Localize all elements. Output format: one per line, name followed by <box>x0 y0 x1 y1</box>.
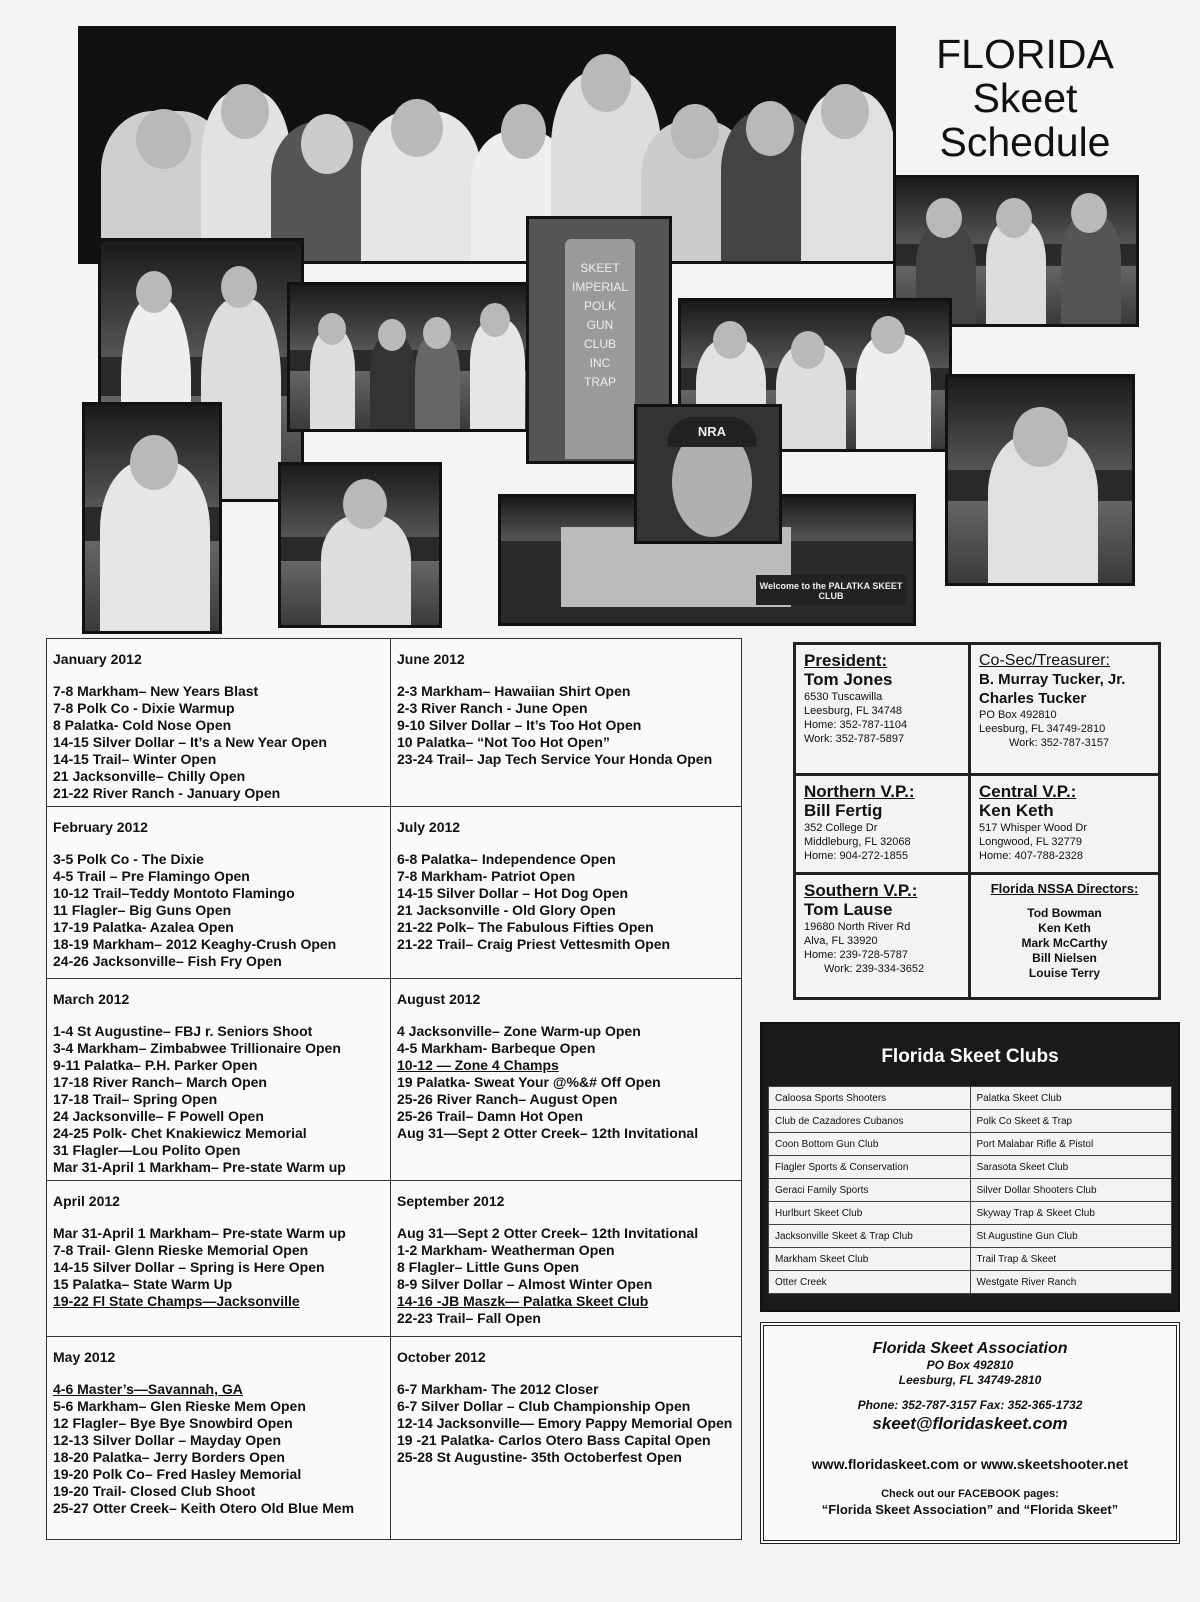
event-item: 21 Jacksonville - Old Glory Open <box>397 902 616 918</box>
schedule-row-4 <box>47 1181 741 1337</box>
event-item: 4-5 Markham- Barbeque Open <box>397 1040 596 1056</box>
event-item: 24-25 Polk- Chet Knakiewicz Memorial <box>53 1125 307 1141</box>
event-item: 7-8 Trail- Glenn Rieske Memorial Open <box>53 1242 309 1258</box>
association-phone: Phone: 352-787-3157 Fax: 352-365-1732 <box>857 1398 1083 1412</box>
president-addr1: 6530 Tuscawilla <box>804 691 883 703</box>
event-item: 3-5 Polk Co - The Dixie <box>53 851 204 867</box>
table-row <box>769 1248 1172 1271</box>
club-name: Palatka Skeet Club <box>970 1087 1172 1110</box>
event-item: 8 Flagler– Little Guns Open <box>397 1259 580 1275</box>
central-vp-addr2: Longwood, FL 32779 <box>979 836 1082 848</box>
club-name: Skyway Trap & Skeet Club <box>970 1202 1172 1225</box>
month-heading: April 2012 <box>53 1193 120 1209</box>
event-item: 23-24 Trail– Jap Tech Service Your Honda Open <box>397 751 713 767</box>
table-row <box>769 1110 1172 1133</box>
event-item: 19 Palatka- Sweat Your @%&# Off Open <box>397 1074 661 1090</box>
title-line-2: Skeet <box>972 75 1078 121</box>
treasurer-name1: B. Murray Tucker, Jr. <box>979 671 1126 688</box>
table-row <box>769 1202 1172 1225</box>
nra-cap-man-photo <box>634 404 782 544</box>
event-item: 12 Flagler– Bye Bye Snowbird Open <box>53 1415 293 1431</box>
event-item: 12-14 Jacksonville— Emory Pappy Memorial Open <box>397 1415 733 1431</box>
southern-vp-name: Tom Lause <box>804 900 893 919</box>
event-item: 2-3 Markham– Hawaiian Shirt Open <box>397 683 631 699</box>
club-name: Jacksonville Skeet & Trap Club <box>769 1225 971 1248</box>
central-vp-home: Home: 407-788-2328 <box>979 850 1083 862</box>
schedule-cell-august <box>391 979 741 1180</box>
association-web-link[interactable]: www.floridaskeet.com or www.skeetshooter.net <box>811 1456 1129 1472</box>
southern-vp-cell <box>796 875 968 997</box>
month-heading: February 2012 <box>53 819 148 835</box>
club-name: Hurlburt Skeet Club <box>769 1202 971 1225</box>
club-name: Westgate River Ranch <box>970 1271 1172 1294</box>
schedule-row-2 <box>47 807 741 979</box>
table-row <box>769 1225 1172 1248</box>
event-item: 4-5 Trail – Pre Flamingo Open <box>53 868 250 884</box>
event-item: 1-2 Markham- Weatherman Open <box>397 1242 615 1258</box>
northern-vp-addr2: Middleburg, FL 32068 <box>804 836 911 848</box>
president-work: Work: 352-787-5897 <box>804 733 905 745</box>
event-item: 25-26 River Ranch– August Open <box>397 1091 618 1107</box>
schedule-cell-february <box>47 807 391 978</box>
event-item: 1-4 St Augustine– FBJ r. Seniors Shoot <box>53 1023 313 1039</box>
director-name: Louise Terry <box>1028 966 1101 980</box>
event-item: 24-26 Jacksonville– Fish Fry Open <box>53 953 282 969</box>
group-photo <box>78 26 896 264</box>
clubs-table <box>768 1086 1172 1294</box>
president-home: Home: 352-787-1104 <box>804 719 908 731</box>
schedule-cell-september <box>391 1181 741 1336</box>
event-item: 9-10 Silver Dollar – It’s Too Hot Open <box>397 717 642 733</box>
table-row <box>769 1087 1172 1110</box>
club-name: St Augustine Gun Club <box>970 1225 1172 1248</box>
event-item: 2-3 River Ranch - June Open <box>397 700 588 716</box>
president-name: Tom Jones <box>804 670 893 689</box>
event-item: 19 -21 Palatka- Carlos Otero Bass Capital Open <box>397 1432 711 1448</box>
director-name: Ken Keth <box>1038 921 1091 935</box>
schedule-row-1 <box>47 639 741 807</box>
treasurer-title: Co-Sec/Treasurer: <box>979 652 1110 669</box>
table-row <box>769 1179 1172 1202</box>
schedule-table <box>46 638 742 1540</box>
event-item: Aug 31—Sept 2 Otter Creek– 12th Invitational <box>397 1225 699 1241</box>
northern-vp-home: Home: 904-272-1855 <box>804 850 908 862</box>
event-item: 4 Jacksonville– Zone Warm-up Open <box>397 1023 641 1039</box>
schedule-cell-january <box>47 639 391 806</box>
association-name: Florida Skeet Association <box>872 1340 1068 1357</box>
event-item: 21-22 Trail– Craig Priest Vettesmith Open <box>397 936 671 952</box>
club-name: Polk Co Skeet & Trap <box>970 1110 1172 1133</box>
southern-vp-addr1: 19680 North River Rd <box>804 921 911 933</box>
palatka-welcome-banner: Welcome to the PALATKA SKEET CLUB <box>756 575 906 605</box>
event-item: 10-12 Trail–Teddy Montoto Flamingo <box>53 885 295 901</box>
schedule-cell-october <box>391 1337 741 1539</box>
club-name: Flagler Sports & Conservation <box>769 1156 971 1179</box>
event-item: Mar 31-April 1 Markham– Pre-state Warm up <box>53 1159 346 1175</box>
schedule-cell-july <box>391 807 741 978</box>
boy-with-trophy-photo <box>278 462 442 628</box>
president-title: President: <box>804 651 888 670</box>
club-name: Otter Creek <box>769 1271 971 1294</box>
treasurer-name2: Charles Tucker <box>979 690 1087 707</box>
clubs-title: Florida Skeet Clubs <box>881 1046 1059 1067</box>
event-item: 6-7 Markham- The 2012 Closer <box>397 1381 599 1397</box>
director-name: Tod Bowman <box>1027 906 1102 920</box>
event-item: 31 Flagler—Lou Polito Open <box>53 1142 241 1158</box>
northern-vp-name: Bill Fertig <box>804 801 883 820</box>
club-name: Caloosa Sports Shooters <box>769 1087 971 1110</box>
association-po: PO Box 492810 <box>926 1358 1014 1372</box>
skeet-clubs-box <box>760 1022 1180 1312</box>
event-item: 19-20 Polk Co– Fred Hasley Memorial <box>53 1466 302 1482</box>
gun-club-sign-text: SKEET IMPERIAL POLK GUN CLUB INC TRAP <box>571 261 628 389</box>
event-item: 12-13 Silver Dollar – Mayday Open <box>53 1432 281 1448</box>
association-box <box>760 1322 1180 1544</box>
treasurer-work: Work: 352-787-3157 <box>1009 737 1110 749</box>
directors-cell <box>971 875 1158 997</box>
event-item: 4-6 Master’s—Savannah, GA <box>53 1381 243 1397</box>
event-item: 24 Jacksonville– F Powell Open <box>53 1108 264 1124</box>
event-item: 19-20 Trail- Closed Club Shoot <box>53 1483 256 1499</box>
four-shooters-photo <box>287 282 537 432</box>
event-item: 19-22 Fl State Champs—Jacksonville <box>53 1293 300 1309</box>
southern-vp-work: Work: 239-334-3652 <box>824 963 925 975</box>
treasurer-addr1: PO Box 492810 <box>979 709 1057 721</box>
club-name: Port Malabar Rifle & Pistol <box>970 1133 1172 1156</box>
young-shooter-right-photo <box>945 374 1135 586</box>
treasurer-addr2: Leesburg, FL 34749-2810 <box>979 723 1106 735</box>
facebook-intro: Check out our FACEBOOK pages: <box>881 1488 1059 1500</box>
event-item: 14-15 Silver Dollar – Hot Dog Open <box>397 885 629 901</box>
director-name: Bill Nielsen <box>1032 951 1097 965</box>
month-heading: August 2012 <box>397 991 481 1007</box>
director-name: Mark McCarthy <box>1021 936 1108 950</box>
event-item: 14-16 -JB Maszk— Palatka Skeet Club <box>397 1293 649 1309</box>
schedule-row-5 <box>47 1337 741 1539</box>
association-city: Leesburg, FL 34749-2810 <box>898 1373 1042 1387</box>
schedule-cell-june <box>391 639 741 806</box>
schedule-cell-may <box>47 1337 391 1539</box>
event-item: 17-18 Trail– Spring Open <box>53 1091 218 1107</box>
event-item: 18-20 Palatka– Jerry Borders Open <box>53 1449 285 1465</box>
event-item: 17-18 River Ranch– March Open <box>53 1074 267 1090</box>
southern-vp-addr2: Alva, FL 33920 <box>804 935 878 947</box>
event-item: 7-8 Markham– New Years Blast <box>53 683 259 699</box>
event-item: Aug 31—Sept 2 Otter Creek– 12th Invitational <box>397 1125 699 1141</box>
event-item: 25-26 Trail– Damn Hot Open <box>397 1108 583 1124</box>
event-item: 5-6 Markham– Glen Rieske Mem Open <box>53 1398 306 1414</box>
northern-vp-title: Northern V.P.: <box>804 782 915 801</box>
president-cell <box>796 645 968 773</box>
southern-vp-home: Home: 239-728-5787 <box>804 949 908 961</box>
event-item: 14-15 Silver Dollar – It’s a New Year Open <box>53 734 327 750</box>
schedule-cell-march <box>47 979 391 1180</box>
title-line-1: FLORIDA <box>936 31 1114 77</box>
president-addr2: Leesburg, FL 34748 <box>804 705 903 717</box>
event-item: 8 Palatka- Cold Nose Open <box>53 717 232 733</box>
month-heading: June 2012 <box>397 651 465 667</box>
event-item: 14-15 Silver Dollar – Spring is Here Open <box>53 1259 325 1275</box>
event-item: 18-19 Markham– 2012 Keaghy-Crush Open <box>53 936 337 952</box>
nra-cap: NRA <box>667 417 757 447</box>
event-item: 15 Palatka– State Warm Up <box>53 1276 233 1292</box>
table-row <box>769 1133 1172 1156</box>
central-vp-cell <box>971 776 1158 872</box>
schedule-row-3 <box>47 979 741 1181</box>
event-item: 14-15 Trail– Winter Open <box>53 751 217 767</box>
table-row <box>769 1271 1172 1294</box>
event-item: 10-12 — Zone 4 Champs <box>397 1057 559 1073</box>
club-name: Coon Bottom Gun Club <box>769 1133 971 1156</box>
month-heading: May 2012 <box>53 1349 116 1365</box>
club-name: Club de Cazadores Cubanos <box>769 1110 971 1133</box>
club-name: Sarasota Skeet Club <box>970 1156 1172 1179</box>
table-row <box>769 1156 1172 1179</box>
event-item: 17-19 Palatka- Azalea Open <box>53 919 234 935</box>
month-heading: September 2012 <box>397 1193 505 1209</box>
central-vp-title: Central V.P.: <box>979 782 1077 801</box>
event-item: 7-8 Markham- Patriot Open <box>397 868 576 884</box>
event-item: 21-22 River Ranch - January Open <box>53 785 281 801</box>
event-item: 21 Jacksonville– Chilly Open <box>53 768 246 784</box>
event-item: Mar 31-April 1 Markham– Pre-state Warm up <box>53 1225 346 1241</box>
northern-vp-addr1: 352 College Dr <box>804 822 878 834</box>
shooter-cap-photo <box>82 402 222 634</box>
central-vp-addr1: 517 Whisper Wood Dr <box>979 822 1088 834</box>
title-line-3: Schedule <box>939 119 1111 165</box>
club-name: Silver Dollar Shooters Club <box>970 1179 1172 1202</box>
event-item: 21-22 Polk– The Fabulous Fifties Open <box>397 919 654 935</box>
treasurer-cell <box>971 645 1158 773</box>
month-heading: March 2012 <box>53 991 130 1007</box>
southern-vp-title: Southern V.P.: <box>804 881 918 900</box>
event-item: 11 Flagler– Big Guns Open <box>53 902 232 918</box>
club-name: Geraci Family Sports <box>769 1179 971 1202</box>
page-title <box>905 32 1145 164</box>
event-item: 7-8 Polk Co - Dixie Warmup <box>53 700 235 716</box>
event-item: 9-11 Palatka– P.H. Parker Open <box>53 1057 258 1073</box>
month-heading: October 2012 <box>397 1349 486 1365</box>
central-vp-name: Ken Keth <box>979 801 1054 820</box>
directors-title: Florida NSSA Directors: <box>990 881 1139 896</box>
month-heading: July 2012 <box>397 819 461 835</box>
schedule-cell-april <box>47 1181 391 1336</box>
event-item: 8-9 Silver Dollar – Almost Winter Open <box>397 1276 653 1292</box>
event-item: 6-8 Palatka– Independence Open <box>397 851 616 867</box>
event-item: 25-27 Otter Creek– Keith Otero Old Blue Mem <box>53 1500 355 1516</box>
officers-box <box>793 642 1161 1000</box>
association-email-link[interactable]: skeet@floridaskeet.com <box>872 1414 1068 1433</box>
month-heading: January 2012 <box>53 651 142 667</box>
club-name: Markham Skeet Club <box>769 1248 971 1271</box>
event-item: 3-4 Markham– Zimbabwee Trillionaire Open <box>53 1040 341 1056</box>
event-item: 22-23 Trail– Fall Open <box>397 1310 541 1326</box>
club-name: Trail Trap & Skeet <box>970 1248 1172 1271</box>
facebook-pages[interactable]: “Florida Skeet Association” and “Florida Skeet” <box>821 1502 1119 1517</box>
event-item: 25-28 St Augustine- 35th Octoberfest Open <box>397 1449 682 1465</box>
event-item: 6-7 Silver Dollar – Club Championship Open <box>397 1398 691 1414</box>
northern-vp-cell <box>796 776 968 872</box>
event-item: 10 Palatka– “Not Too Hot Open” <box>397 734 610 750</box>
